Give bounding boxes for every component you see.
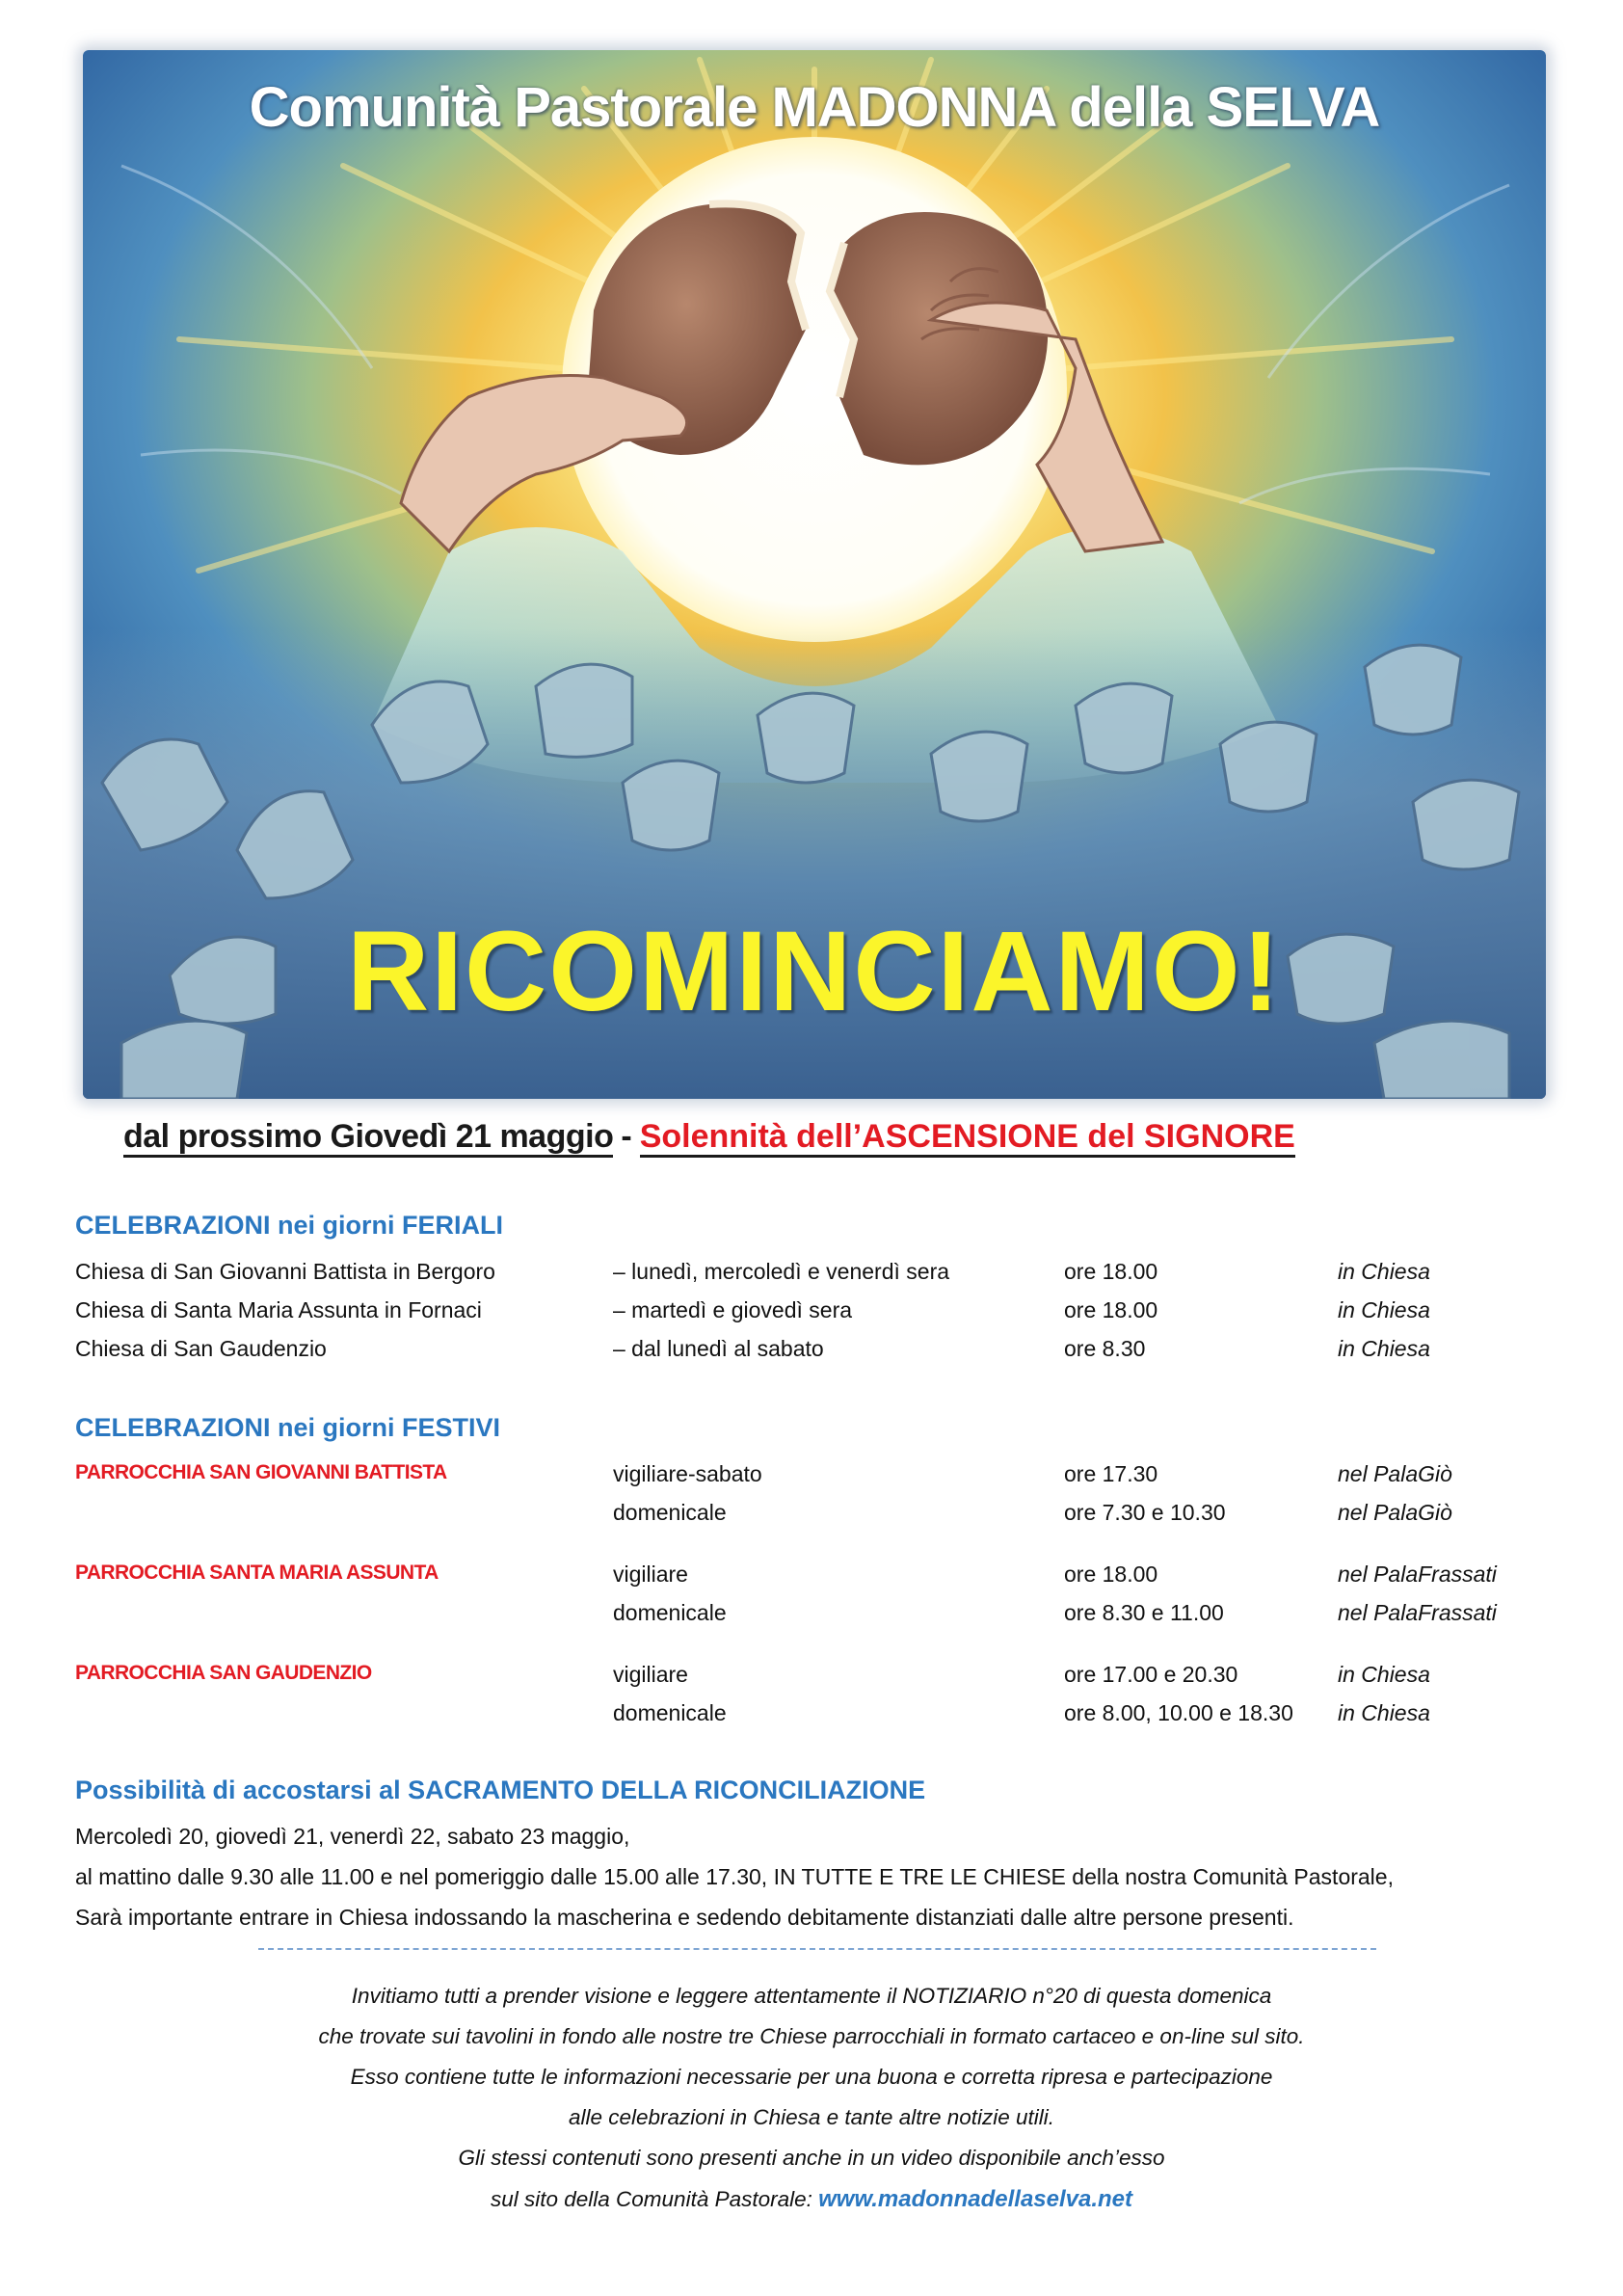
festive-row bbox=[0, 1500, 1623, 1533]
weekday-heading: CELEBRAZIONI nei giorni FERIALI bbox=[75, 1211, 503, 1240]
subtitle-feast: Solennità dell’ASCENSIONE del SIGNORE bbox=[640, 1118, 1295, 1158]
mass-time: ore 18.00 bbox=[1064, 1297, 1158, 1322]
mass-place: in Chiesa bbox=[1338, 1259, 1430, 1284]
mass-type: domenicale bbox=[613, 1500, 727, 1525]
mass-time: ore 8.30 e 11.00 bbox=[1064, 1600, 1224, 1625]
mass-type: domenicale bbox=[613, 1600, 727, 1625]
notice-line: alle celebrazioni in Chiesa e tante altre notizie utili. bbox=[568, 2105, 1055, 2129]
notice-website-line bbox=[0, 2186, 1623, 2213]
festive-row bbox=[0, 1600, 1623, 1633]
subtitle-date: dal prossimo Giovedì 21 maggio bbox=[123, 1118, 613, 1158]
mass-type: domenicale bbox=[613, 1700, 727, 1725]
church-name: Chiesa di San Gaudenzio bbox=[75, 1336, 327, 1361]
website-link[interactable]: www.madonnadellaselva.net bbox=[818, 2186, 1133, 2212]
mass-time: ore 17.30 bbox=[1064, 1461, 1158, 1486]
festive-row bbox=[0, 1662, 1623, 1695]
reconciliation-line: Sarà importante entrare in Chiesa indossando la mascherina e sedendo debitamente distanziati dalle altre persone presenti. bbox=[75, 1905, 1294, 1930]
weekday-row bbox=[0, 1259, 1623, 1292]
mass-time: ore 17.00 e 20.30 bbox=[1064, 1662, 1238, 1687]
mass-time: ore 18.00 bbox=[1064, 1259, 1158, 1284]
mass-type: vigiliare bbox=[613, 1562, 688, 1587]
subtitle bbox=[123, 1118, 1295, 1156]
festive-heading: CELEBRAZIONI nei giorni FESTIVI bbox=[75, 1413, 501, 1442]
festive-row bbox=[0, 1562, 1623, 1594]
festive-row bbox=[0, 1700, 1623, 1733]
mass-time: ore 7.30 e 10.30 bbox=[1064, 1500, 1226, 1525]
mass-place: in Chiesa bbox=[1338, 1336, 1430, 1361]
notice-line: Esso contiene tutte le informazioni necessarie per una buona e corretta ripresa e partecipazione bbox=[350, 2065, 1273, 2089]
mass-days: – lunedì, mercoledì e venerdì sera bbox=[613, 1259, 950, 1284]
mass-place: in Chiesa bbox=[1338, 1662, 1430, 1687]
mass-days: – martedì e giovedì sera bbox=[613, 1297, 853, 1322]
notice-line: Invitiamo tutti a prender visione e leggere attentamente il NOTIZIARIO n°20 di questa domenica bbox=[351, 1984, 1272, 2008]
notice-line: Gli stessi contenuti sono presenti anche in un video disponibile anch’esso bbox=[458, 2146, 1165, 2170]
mass-type: vigiliare-sabato bbox=[613, 1461, 762, 1486]
parish-name: PARROCCHIA SAN GAUDENZIO bbox=[75, 1662, 372, 1684]
mass-place: nel PalaFrassati bbox=[1338, 1562, 1497, 1587]
poster-illustration bbox=[83, 50, 1546, 1099]
parish-name: PARROCCHIA SANTA MARIA ASSUNTA bbox=[75, 1562, 439, 1584]
reconciliation-line: Mercoledì 20, giovedì 21, venerdì 22, sabato 23 maggio, bbox=[75, 1824, 630, 1849]
weekday-row bbox=[0, 1297, 1623, 1330]
mass-time: ore 8.00, 10.00 e 18.30 bbox=[1064, 1700, 1293, 1725]
church-name: Chiesa di San Giovanni Battista in Bergoro bbox=[75, 1259, 495, 1284]
subtitle-separator: - bbox=[621, 1118, 632, 1155]
headline: RICOMINCIAMO! bbox=[347, 908, 1282, 1035]
mass-time: ore 18.00 bbox=[1064, 1562, 1158, 1587]
reconciliation-heading: Possibilità di accostarsi al SACRAMENTO DELLA RICONCILIAZIONE bbox=[75, 1775, 926, 1804]
mass-days: – dal lunedì al sabato bbox=[613, 1336, 824, 1361]
festive-row bbox=[0, 1461, 1623, 1494]
church-name: Chiesa di Santa Maria Assunta in Fornaci bbox=[75, 1297, 482, 1322]
reconciliation-line: al mattino dalle 9.30 alle 11.00 e nel pomeriggio dalle 15.00 alle 17.30, IN TUTTE E TRE LE CHIESE della nostra Comunità Pastorale, bbox=[75, 1864, 1394, 1889]
parish-name: PARROCCHIA SAN GIOVANNI BATTISTA bbox=[75, 1461, 447, 1483]
mass-place: in Chiesa bbox=[1338, 1297, 1430, 1322]
organization-title: Comunità Pastorale MADONNA della SELVA bbox=[249, 76, 1380, 139]
website-prefix: sul sito della Comunità Pastorale: bbox=[490, 2187, 819, 2211]
weekday-row bbox=[0, 1336, 1623, 1369]
dashed-divider bbox=[258, 1948, 1376, 1950]
mass-place: nel PalaFrassati bbox=[1338, 1600, 1497, 1625]
mass-place: nel PalaGiò bbox=[1338, 1500, 1452, 1525]
mass-time: ore 8.30 bbox=[1064, 1336, 1146, 1361]
mass-type: vigiliare bbox=[613, 1662, 688, 1687]
mass-place: nel PalaGiò bbox=[1338, 1461, 1452, 1486]
notice-line: che trovate sui tavolini in fondo alle nostre tre Chiese parrocchiali in formato cartaceo e on-line sul sito. bbox=[318, 2024, 1305, 2048]
mass-place: in Chiesa bbox=[1338, 1700, 1430, 1725]
